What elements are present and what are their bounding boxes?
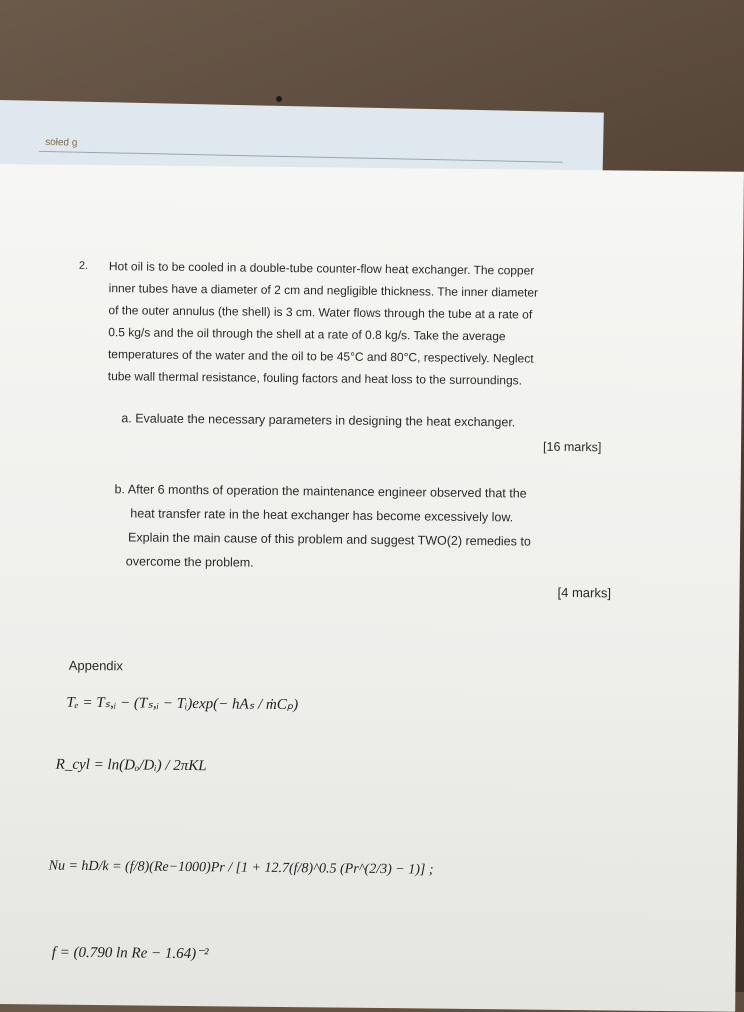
exam-page xyxy=(0,164,744,1012)
question-line: 0.5 kg/s and the oil through the shell at a rate of 0.8 kg/s. Take the average xyxy=(108,325,506,344)
part-b-line: heat transfer rate in the heat exchanger has become excessively low. xyxy=(130,506,514,525)
equation-outlet-temperature: Tₑ = Tₛ,ᵢ − (Tₛ,ᵢ − Tᵢ)exp(− hAₛ / ṁCₚ) xyxy=(66,694,299,714)
question-line: temperatures of the water and the oil to be 45°C and 80°C, respectively. Neglect xyxy=(107,347,534,366)
part-a-marks: [16 marks] xyxy=(542,439,602,455)
ink-dot xyxy=(276,96,282,102)
part-a: a. Evaluate the necessary parameters in designing the heat exchanger. xyxy=(121,411,516,430)
equation-friction-factor: f = (0.790 ln Re − 1.64)⁻² xyxy=(51,944,209,963)
question-text xyxy=(108,255,604,392)
question-line: tube wall thermal resistance, fouling factors and heat loss to the surroundings. xyxy=(107,369,523,388)
equation-nusselt: Nu = hD/k = (f/8)(Re−1000)Pr / [1 + 12.7(f/8)^0.5 (Pr^(2/3) − 1)] ; xyxy=(48,858,434,878)
question-line: Hot oil is to be cooled in a double-tube counter-flow heat exchanger. The copper xyxy=(108,259,535,278)
part-b-line: Explain the main cause of this problem and suggest TWO(2) remedies to xyxy=(128,530,531,549)
question-line: inner tubes have a diameter of 2 cm and negligible thickness. The inner diameter xyxy=(108,281,539,300)
background-sheet-header: sołed g xyxy=(45,136,78,149)
appendix-title: Appendix xyxy=(68,657,124,674)
part-b-line: b. After 6 months of operation the maintenance engineer observed that the xyxy=(114,482,527,501)
part-b-marks: [4 marks] xyxy=(557,584,612,601)
part-b-line: overcome the problem. xyxy=(125,554,254,570)
question-number: 2. xyxy=(78,259,89,272)
question-line: of the outer annulus (the shell) is 3 cm. Water flows through the tube at a rate of xyxy=(108,303,533,322)
background-sheet-rule xyxy=(39,151,563,163)
part-b xyxy=(114,477,620,578)
equation-cylinder-resistance: R_cyl = ln(Dₒ/Dᵢ) / 2πKL xyxy=(55,756,207,775)
